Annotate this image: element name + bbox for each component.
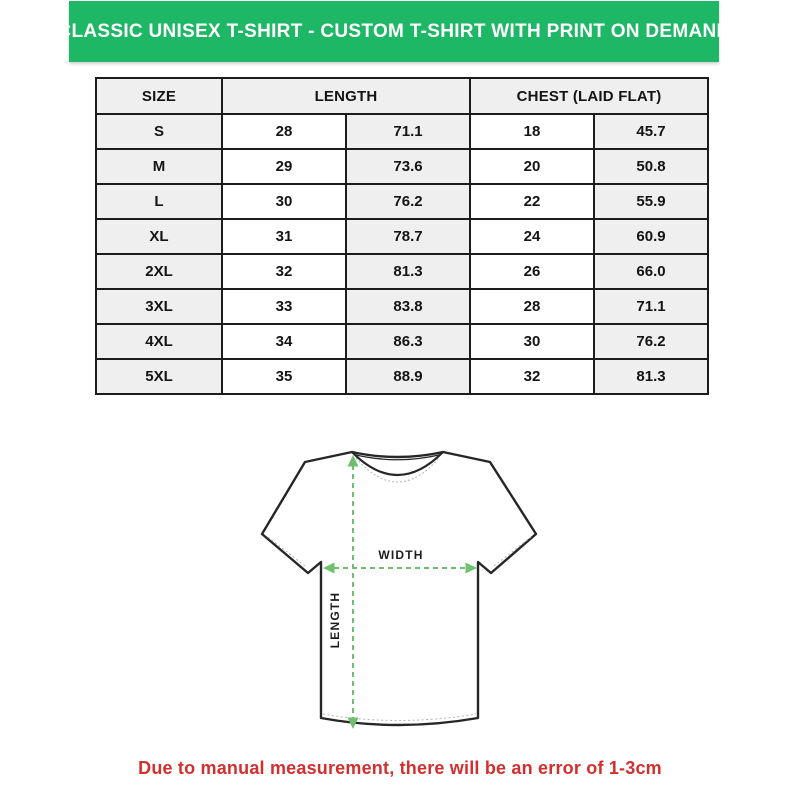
chest-in-cell: 26: [470, 254, 594, 289]
chest-cm-cell: 76.2: [594, 324, 708, 359]
size-cell: 5XL: [96, 359, 222, 394]
table-row: [96, 219, 708, 254]
measurement-note: Due to manual measurement, there will be an error of 1-3cm: [138, 758, 662, 778]
tshirt-outline: [262, 452, 536, 725]
length-cm-cell: 73.6: [346, 149, 470, 184]
chest-cm-cell: 81.3: [594, 359, 708, 394]
table-row: [96, 359, 708, 394]
length-cm-cell: 71.1: [346, 114, 470, 149]
length-cm-cell: 83.8: [346, 289, 470, 324]
chest-in-cell: 32: [470, 359, 594, 394]
size-table-container: [95, 77, 709, 395]
chest-cm-cell: 60.9: [594, 219, 708, 254]
col-header-length: LENGTH: [222, 78, 470, 114]
chest-cm-cell: 71.1: [594, 289, 708, 324]
tshirt-diagram: [250, 430, 550, 750]
chest-in-cell: 22: [470, 184, 594, 219]
table-row: [96, 184, 708, 219]
length-cm-cell: 86.3: [346, 324, 470, 359]
table-row: [96, 114, 708, 149]
chest-in-cell: 28: [470, 289, 594, 324]
page-title: CLASSIC UNISEX T-SHIRT - CUSTOM T-SHIRT WITH PRINT ON DEMAND: [57, 20, 731, 42]
size-cell: XL: [96, 219, 222, 254]
chest-in-cell: 18: [470, 114, 594, 149]
length-in-cell: 28: [222, 114, 346, 149]
size-cell: L: [96, 184, 222, 219]
length-in-cell: 33: [222, 289, 346, 324]
length-in-cell: 34: [222, 324, 346, 359]
length-cm-cell: 88.9: [346, 359, 470, 394]
col-header-chest: CHEST (LAID FLAT): [470, 78, 708, 114]
size-chart-table: [95, 77, 709, 395]
header-row: [96, 78, 708, 114]
size-cell: 3XL: [96, 289, 222, 324]
chest-cm-cell: 55.9: [594, 184, 708, 219]
length-in-cell: 35: [222, 359, 346, 394]
chest-in-cell: 24: [470, 219, 594, 254]
col-header-size: SIZE: [96, 78, 222, 114]
chest-in-cell: 30: [470, 324, 594, 359]
size-cell: S: [96, 114, 222, 149]
length-cm-cell: 76.2: [346, 184, 470, 219]
size-cell: 4XL: [96, 324, 222, 359]
length-label: LENGTH: [328, 591, 342, 649]
length-cm-cell: 78.7: [346, 219, 470, 254]
table-row: [96, 289, 708, 324]
length-in-cell: 31: [222, 219, 346, 254]
table-row: [96, 254, 708, 289]
size-cell: M: [96, 149, 222, 184]
length-in-cell: 30: [222, 184, 346, 219]
chest-cm-cell: 50.8: [594, 149, 708, 184]
chest-in-cell: 20: [470, 149, 594, 184]
length-in-cell: 32: [222, 254, 346, 289]
chest-cm-cell: 45.7: [594, 114, 708, 149]
length-in-cell: 29: [222, 149, 346, 184]
table-row: [96, 324, 708, 359]
title-banner: [57, 1, 731, 62]
table-row: [96, 149, 708, 184]
chest-cm-cell: 66.0: [594, 254, 708, 289]
length-cm-cell: 81.3: [346, 254, 470, 289]
size-cell: 2XL: [96, 254, 222, 289]
width-label: WIDTH: [378, 548, 424, 562]
